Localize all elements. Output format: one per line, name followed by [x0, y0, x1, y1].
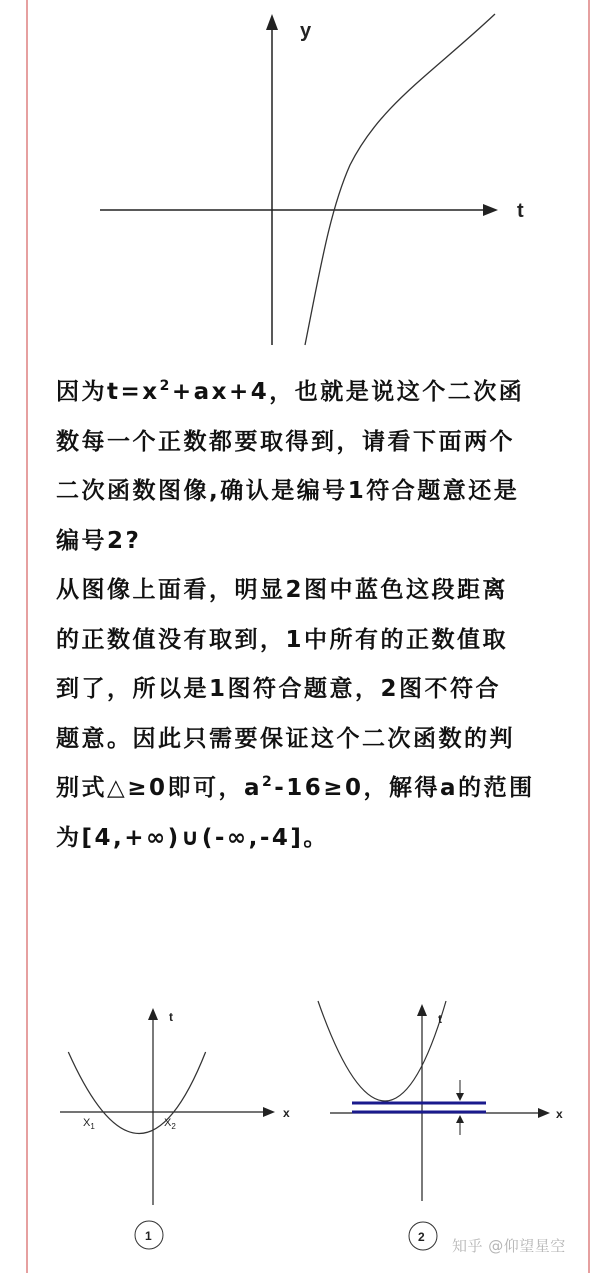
t-axis-arrow [148, 1008, 158, 1020]
paragraph-1-line-2: 数每一个正数都要取得到，请看下面两个 [56, 428, 515, 455]
x-axis-arrow [263, 1107, 275, 1117]
paragraph-2-line-2: 的正数值没有取到，1中所有的正数值取 [56, 626, 509, 653]
x-axis-label: x [556, 1107, 563, 1121]
parabola-graph-2 [310, 996, 580, 1256]
figure-number-label: 1 [145, 1229, 152, 1243]
paragraph-2-line-5 [56, 764, 576, 814]
text-segment: 别式△≥0即可，a [56, 775, 262, 801]
figure-number-label: 2 [418, 1230, 425, 1244]
superscript: 2 [159, 378, 172, 394]
text-segment: +ax+4，也就是说这个二次函 [171, 379, 525, 405]
paragraph-2-line-1: 从图像上面看，明显2图中蓝色这段距离 [56, 577, 509, 603]
band-arrow-bottom-head [456, 1115, 464, 1123]
t-axis-label: t [517, 200, 524, 222]
function-curve [305, 14, 495, 345]
t-axis-arrow [483, 204, 498, 216]
x-axis-label: x [283, 1106, 290, 1120]
paragraph-2 [56, 566, 576, 863]
right-border-line [588, 0, 590, 1273]
text-segment: 因为t=x [56, 379, 160, 405]
band-arrow-top-head [456, 1093, 464, 1101]
x2-label: $X_2$ [164, 1117, 176, 1131]
top-function-graph [80, 0, 530, 350]
paragraph-2-line-3: 到了，所以是1图符合题意，2图不符合 [56, 676, 502, 702]
paragraph-1-line-3: 二次函数图像,确认是编号1符合题意还是 [56, 478, 520, 504]
t-axis-label: t [438, 1012, 442, 1026]
y-axis-arrow [266, 14, 278, 30]
t-axis-arrow [417, 1004, 427, 1016]
paragraph-2-line-6: 为[4,+∞)∪(-∞,-4]。 [56, 824, 329, 851]
paragraph-1-line-4: 编号2? [56, 527, 142, 554]
left-border-line [26, 0, 28, 1273]
watermark: 知乎 @仰望星空 [452, 1237, 566, 1255]
y-axis-label: y [300, 20, 312, 42]
text-segment: -16≥0，解得a的范围 [274, 775, 535, 801]
x1-label: $X_1$ [83, 1117, 95, 1131]
paragraph-1-line-1 [56, 368, 576, 418]
paragraph-1 [56, 368, 576, 566]
t-axis-label: t [169, 1010, 173, 1024]
superscript: 2 [261, 774, 275, 790]
parabola-graph-1 [55, 1000, 295, 1260]
paragraph-2-line-4: 题意。因此只需要保证这个二次函数的判 [56, 725, 515, 752]
x-axis-arrow [538, 1108, 550, 1118]
